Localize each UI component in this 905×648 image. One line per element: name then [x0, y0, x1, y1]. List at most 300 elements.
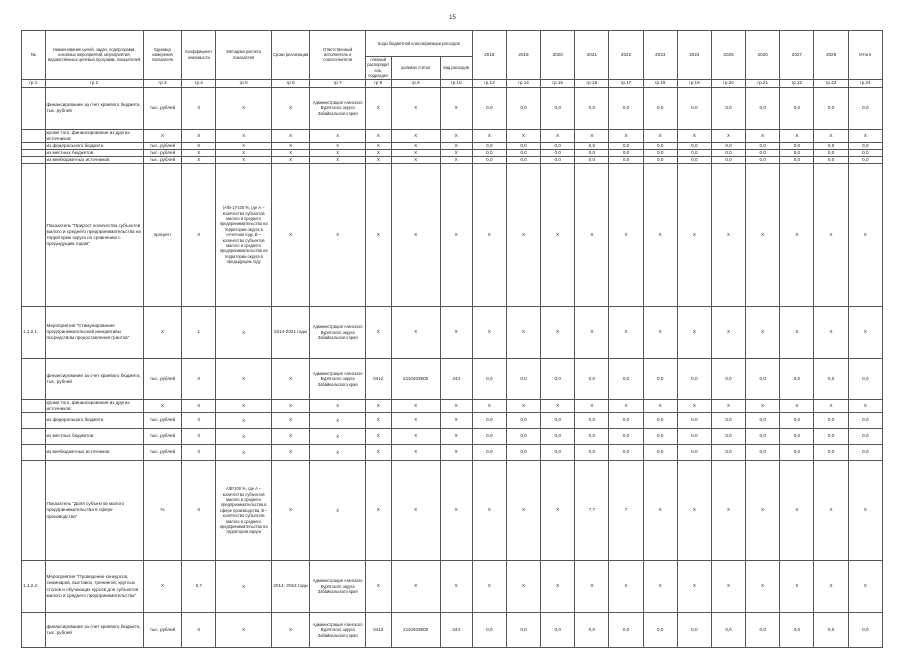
row-vr: Х [440, 561, 472, 613]
row-value: 0,0 [506, 142, 540, 149]
row-vr: Х [440, 87, 472, 129]
row-value: 0,0 [746, 87, 780, 129]
row-vr: Х [440, 429, 472, 445]
row-period: Х [271, 613, 309, 648]
row-cs: Х [391, 561, 440, 613]
row-cs: 2110403800 [391, 613, 440, 648]
row-value: 0,0 [814, 413, 848, 429]
row-name: из местных бюджетов [45, 429, 143, 445]
row-value: Х [814, 129, 848, 142]
row-grbs: Х [365, 413, 391, 429]
row-value: Х [575, 306, 609, 358]
row-value: 0,0 [780, 613, 814, 648]
row-coef: 1 [182, 306, 216, 358]
row-value: 0,0 [541, 149, 575, 156]
row-unit: тыс. рублей [143, 613, 181, 648]
col-header-year: 2020 [541, 31, 575, 80]
col-header-year: 2025 [711, 31, 745, 80]
row-value: Х [746, 561, 780, 613]
row-value: Х [711, 561, 745, 613]
row-num [22, 445, 46, 461]
row-grbs: 0412 [365, 613, 391, 648]
row-num [22, 142, 46, 149]
col-header-year: 2028 [814, 31, 848, 80]
row-value: 0,0 [780, 429, 814, 445]
column-number: гр.1 [22, 79, 46, 87]
row-value: 0,0 [780, 156, 814, 163]
row-value: 0,0 [643, 149, 677, 156]
col-header-year: 2022 [609, 31, 643, 80]
row-value: Х [677, 461, 711, 561]
table-row [22, 87, 883, 129]
row-value: 0,0 [643, 142, 677, 149]
row-cs: Х [391, 461, 440, 561]
row-value: Х [780, 306, 814, 358]
row-value: 0,0 [575, 149, 609, 156]
row-value: 0,0 [780, 445, 814, 461]
row-value: 0,0 [677, 445, 711, 461]
row-value: 0,0 [609, 445, 643, 461]
row-method: Х [216, 156, 272, 163]
column-number: гр.10 [440, 79, 472, 87]
row-value: 0,0 [575, 429, 609, 445]
row-coef: Х [182, 613, 216, 648]
row-coef: 0,7 [182, 561, 216, 613]
row-value: Х [472, 129, 506, 142]
row-value: 0,0 [643, 413, 677, 429]
row-value: 0,0 [541, 142, 575, 149]
row-value: 0,0 [541, 156, 575, 163]
row-coef: Х [182, 87, 216, 129]
row-unit: тыс. рублей [143, 149, 181, 156]
row-value: 0,0 [643, 358, 677, 399]
row-value: Х [472, 461, 506, 561]
row-cs: Х [391, 306, 440, 358]
row-unit: тыс. рублей [143, 429, 181, 445]
row-value: 0,0 [506, 87, 540, 129]
row-method: Х [216, 306, 272, 358]
row-value: 7,7 [575, 461, 609, 561]
row-value: Х [506, 561, 540, 613]
column-number: гр.15 [541, 79, 575, 87]
row-value: 0,0 [643, 156, 677, 163]
row-period: Х [271, 149, 309, 156]
col-header-method: Методика расчета показателя [216, 31, 272, 80]
row-value: 0,0 [780, 149, 814, 156]
row-num [22, 399, 46, 412]
row-value: Х [780, 129, 814, 142]
row-value: Х [677, 129, 711, 142]
row-value: 0,0 [746, 429, 780, 445]
row-value: 0,0 [711, 87, 745, 129]
row-grbs: Х [365, 306, 391, 358]
row-value: 0,0 [746, 149, 780, 156]
row-value: 0,0 [575, 358, 609, 399]
row-value: 0,0 [643, 445, 677, 461]
row-value: 0,0 [575, 156, 609, 163]
row-value: 0,0 [472, 429, 506, 445]
row-value: Х [814, 163, 848, 306]
column-number: гр.3 [143, 79, 181, 87]
row-vr: Х [440, 149, 472, 156]
row-num [22, 163, 46, 306]
row-name: кроме того, финансирование из других источников: [45, 399, 143, 412]
column-number: гр.20 [711, 79, 745, 87]
row-coef: Х [182, 163, 216, 306]
row-num [22, 156, 46, 163]
row-value: Х [541, 399, 575, 412]
row-value: 0,0 [848, 358, 882, 399]
row-coef: Х [182, 461, 216, 561]
row-period: 2014-2021 годы [271, 306, 309, 358]
row-value: 0,0 [711, 429, 745, 445]
row-value: 0,0 [780, 413, 814, 429]
row-value: Х [506, 461, 540, 561]
row-value: Х [643, 461, 677, 561]
row-period: Х [271, 163, 309, 306]
row-value: 0,0 [814, 429, 848, 445]
row-cs: Х [391, 142, 440, 149]
row-grbs: Х [365, 561, 391, 613]
row-unit: тыс. рублей [143, 445, 181, 461]
row-cs: Х [391, 163, 440, 306]
row-value: Х [609, 306, 643, 358]
row-value: 0,0 [814, 156, 848, 163]
row-value: 0,0 [711, 156, 745, 163]
row-value: Х [677, 399, 711, 412]
row-coef: Х [182, 156, 216, 163]
table-row [22, 156, 883, 163]
row-period: Х [271, 413, 309, 429]
row-coef: Х [182, 445, 216, 461]
row-value: Х [848, 163, 882, 306]
row-value: Х [677, 306, 711, 358]
row-unit: Х [143, 129, 181, 142]
col-header-unit: Единица измерения показателя [143, 31, 181, 80]
row-grbs: Х [365, 149, 391, 156]
row-method: Х [216, 129, 272, 142]
row-vr: Х [440, 163, 472, 306]
row-value: 0,0 [848, 429, 882, 445]
row-value: 0,0 [575, 142, 609, 149]
row-value: 0,0 [677, 429, 711, 445]
row-value: 0,0 [506, 149, 540, 156]
row-vr: 244 [440, 358, 472, 399]
row-unit: Х [143, 399, 181, 412]
row-value: Х [848, 461, 882, 561]
row-num: 1.1.2.2. [22, 561, 46, 613]
row-value: Х [746, 306, 780, 358]
row-value: 0,0 [609, 142, 643, 149]
row-value: Х [609, 561, 643, 613]
row-unit: тыс. рублей [143, 413, 181, 429]
row-value: 0,0 [677, 149, 711, 156]
row-value: 0,0 [472, 142, 506, 149]
row-num [22, 613, 46, 648]
row-value: 0,0 [814, 358, 848, 399]
row-value: Х [506, 399, 540, 412]
col-header-year: 2019 [506, 31, 540, 80]
row-value: 0,0 [848, 613, 882, 648]
row-value: Х [677, 163, 711, 306]
row-grbs: Х [365, 156, 391, 163]
row-method: (А/В-1)*100 %, где А – количество субъектов малого и среднего предпринимательства на территории округа в отчетном году, В – количество субъектов малого и среднего предпринимательства на территории округа в предыдущем году [216, 163, 272, 306]
row-value: Х [472, 163, 506, 306]
row-value: 0,0 [541, 358, 575, 399]
col-header-total: Итого [848, 31, 882, 80]
row-value: 0,0 [609, 87, 643, 129]
row-value: 0,0 [780, 358, 814, 399]
row-period: Х [271, 429, 309, 445]
row-value: 0,0 [609, 156, 643, 163]
table-row [22, 399, 883, 412]
row-value: 0,0 [541, 445, 575, 461]
row-name: из внебюджетных источников [45, 445, 143, 461]
table-row [22, 142, 883, 149]
row-value: Х [780, 399, 814, 412]
table-row [22, 561, 883, 613]
table-row [22, 306, 883, 358]
row-coef: Х [182, 129, 216, 142]
column-number: гр.14 [506, 79, 540, 87]
row-value: 0,0 [848, 156, 882, 163]
column-number-row [22, 79, 883, 87]
row-resp: Х [310, 413, 366, 429]
row-coef: Х [182, 149, 216, 156]
column-number: гр.23 [814, 79, 848, 87]
row-cs: Х [391, 87, 440, 129]
row-value: Х [575, 399, 609, 412]
row-period: Х [271, 358, 309, 399]
row-value: Х [780, 561, 814, 613]
row-cs: Х [391, 129, 440, 142]
row-cs: Х [391, 413, 440, 429]
column-number: гр.19 [677, 79, 711, 87]
row-grbs: Х [365, 163, 391, 306]
row-period: Х [271, 129, 309, 142]
row-value: Х [780, 163, 814, 306]
row-value: 0,0 [814, 149, 848, 156]
row-value: 0,0 [472, 358, 506, 399]
row-value: 0,0 [575, 613, 609, 648]
row-value: 0,0 [746, 413, 780, 429]
row-value: 0,0 [575, 87, 609, 129]
row-value: Х [575, 561, 609, 613]
row-name: финансирование за счет краевого бюджета, тыс. рублей [45, 358, 143, 399]
row-value: 0,0 [848, 413, 882, 429]
row-value: 0,0 [472, 613, 506, 648]
row-vr: Х [440, 461, 472, 561]
row-resp: Х [310, 129, 366, 142]
row-value: Х [814, 399, 848, 412]
row-value: 0,0 [506, 156, 540, 163]
row-value: Х [711, 163, 745, 306]
row-period: Х [271, 156, 309, 163]
row-name: из федерального бюджета [45, 413, 143, 429]
row-value: 0,0 [609, 149, 643, 156]
row-value: Х [677, 561, 711, 613]
row-value: Х [541, 306, 575, 358]
row-value: 0,0 [814, 445, 848, 461]
row-resp: Х [310, 142, 366, 149]
row-resp: Х [310, 149, 366, 156]
row-name: из федерального бюджета [45, 142, 143, 149]
table-row [22, 445, 883, 461]
row-period: Х [271, 87, 309, 129]
row-resp: Х [310, 461, 366, 561]
table-row [22, 163, 883, 306]
row-value: Х [711, 399, 745, 412]
row-value: 0,0 [541, 613, 575, 648]
row-value: Х [609, 399, 643, 412]
row-period: 2014- 2024 годы [271, 561, 309, 613]
col-header-num: № [22, 31, 46, 80]
row-num [22, 358, 46, 399]
row-period: Х [271, 399, 309, 412]
row-value: 0,0 [746, 156, 780, 163]
row-value: 0,0 [575, 445, 609, 461]
row-value: 0,0 [780, 87, 814, 129]
column-number: гр.8 [365, 79, 391, 87]
row-value: 0,0 [677, 413, 711, 429]
col-header-year: 2018 [472, 31, 506, 80]
row-vr: Х [440, 129, 472, 142]
row-value: Х [506, 306, 540, 358]
row-unit: тыс. рублей [143, 358, 181, 399]
col-header-coef: Коэффициент значимости [182, 31, 216, 80]
row-name: из внебюджетных источников [45, 156, 143, 163]
row-value: 0,0 [609, 413, 643, 429]
row-method: Х [216, 142, 272, 149]
row-value: 0,0 [575, 413, 609, 429]
row-vr: Х [440, 142, 472, 149]
row-method: Х [216, 87, 272, 129]
row-resp: Х [310, 445, 366, 461]
row-value: 7 [609, 461, 643, 561]
row-value: Х [541, 129, 575, 142]
row-value: 0,0 [541, 429, 575, 445]
row-num [22, 461, 46, 561]
column-number: гр.16 [575, 79, 609, 87]
row-value: 0,0 [506, 613, 540, 648]
row-method: Х [216, 413, 272, 429]
table-row [22, 461, 883, 561]
row-value: 0,0 [472, 156, 506, 163]
row-value: Х [746, 399, 780, 412]
row-value: 0,0 [814, 87, 848, 129]
row-cs: Х [391, 149, 440, 156]
row-value: Х [609, 129, 643, 142]
row-unit: Х [143, 306, 181, 358]
row-name: Показатель "Прирост количества субъектов малого и среднего предпринимательства на территории округа по сравнению с предыдущим годом" [45, 163, 143, 306]
row-grbs: Х [365, 142, 391, 149]
row-name: кроме того, финансирование из других источников: [45, 129, 143, 142]
row-value: 0,0 [848, 445, 882, 461]
row-method: Х [216, 445, 272, 461]
row-value: Х [780, 461, 814, 561]
row-value: 0,0 [506, 358, 540, 399]
row-value: 0,0 [541, 413, 575, 429]
column-number: гр.6 [271, 79, 309, 87]
row-period: Х [271, 445, 309, 461]
row-resp: Администрация Агинского Бурятского округа Забайкальского края [310, 561, 366, 613]
row-value: 0,0 [814, 613, 848, 648]
row-value: 0,0 [609, 429, 643, 445]
row-value: Х [541, 163, 575, 306]
row-value: 0,0 [506, 429, 540, 445]
row-value: 0,0 [711, 613, 745, 648]
row-method: Х [216, 149, 272, 156]
row-value: 0,0 [780, 142, 814, 149]
row-resp: Администрация Агинского Бурятского округа Забайкальского края [310, 613, 366, 648]
row-unit: процент [143, 163, 181, 306]
row-value: Х [541, 461, 575, 561]
row-value: Х [472, 399, 506, 412]
row-value: 0,0 [711, 413, 745, 429]
column-number: гр.7 [310, 79, 366, 87]
row-value: Х [506, 163, 540, 306]
row-grbs: 0412 [365, 358, 391, 399]
row-value: Х [848, 399, 882, 412]
row-value: Х [711, 129, 745, 142]
row-value: 0,0 [643, 87, 677, 129]
row-value: 0,0 [472, 445, 506, 461]
row-method: Х [216, 358, 272, 399]
row-value: 0,0 [677, 87, 711, 129]
row-coef: Х [182, 399, 216, 412]
col-header-cs: целевая статья [391, 57, 440, 80]
row-value: 0,0 [541, 87, 575, 129]
row-resp: Администрация Агинского Бурятского округа Забайкальского края [310, 306, 366, 358]
row-cs: Х [391, 445, 440, 461]
row-period: Х [271, 461, 309, 561]
row-value: 0,0 [506, 445, 540, 461]
row-value: Х [711, 461, 745, 561]
row-value: 0,0 [848, 87, 882, 129]
col-header-budget: Коды бюджетной классификации расходов [365, 31, 472, 57]
row-value: 0,0 [711, 142, 745, 149]
row-grbs: Х [365, 87, 391, 129]
row-name: Мероприятие "Стимулирование предпринимательской инициативы посредством предоставления грантов" [45, 306, 143, 358]
column-number: гр.21 [746, 79, 780, 87]
row-value: 0,0 [814, 142, 848, 149]
row-num: 1.1.2.1. [22, 306, 46, 358]
row-num [22, 413, 46, 429]
row-cs: 2110403800 [391, 358, 440, 399]
row-coef: Х [182, 358, 216, 399]
row-vr: Х [440, 399, 472, 412]
row-grbs: Х [365, 429, 391, 445]
row-resp: Х [310, 163, 366, 306]
row-value: 0,0 [711, 358, 745, 399]
row-value: 0,0 [677, 613, 711, 648]
row-name: финансирование за счет краевого бюджета, тыс. рублей [45, 613, 143, 648]
table-row [22, 129, 883, 142]
row-value: 0,0 [677, 142, 711, 149]
row-value: 0,0 [746, 613, 780, 648]
table-row [22, 413, 883, 429]
row-method: Х [216, 561, 272, 613]
row-resp: Х [310, 399, 366, 412]
column-number: гр.9 [391, 79, 440, 87]
row-value: 0,0 [848, 142, 882, 149]
table-row [22, 429, 883, 445]
col-header-grbs: главный распорядитель, подраздел [367, 57, 390, 79]
row-value: 0,0 [609, 358, 643, 399]
row-value: 0,0 [746, 445, 780, 461]
col-header-year: 2021 [575, 31, 609, 80]
row-value: 0,0 [711, 149, 745, 156]
